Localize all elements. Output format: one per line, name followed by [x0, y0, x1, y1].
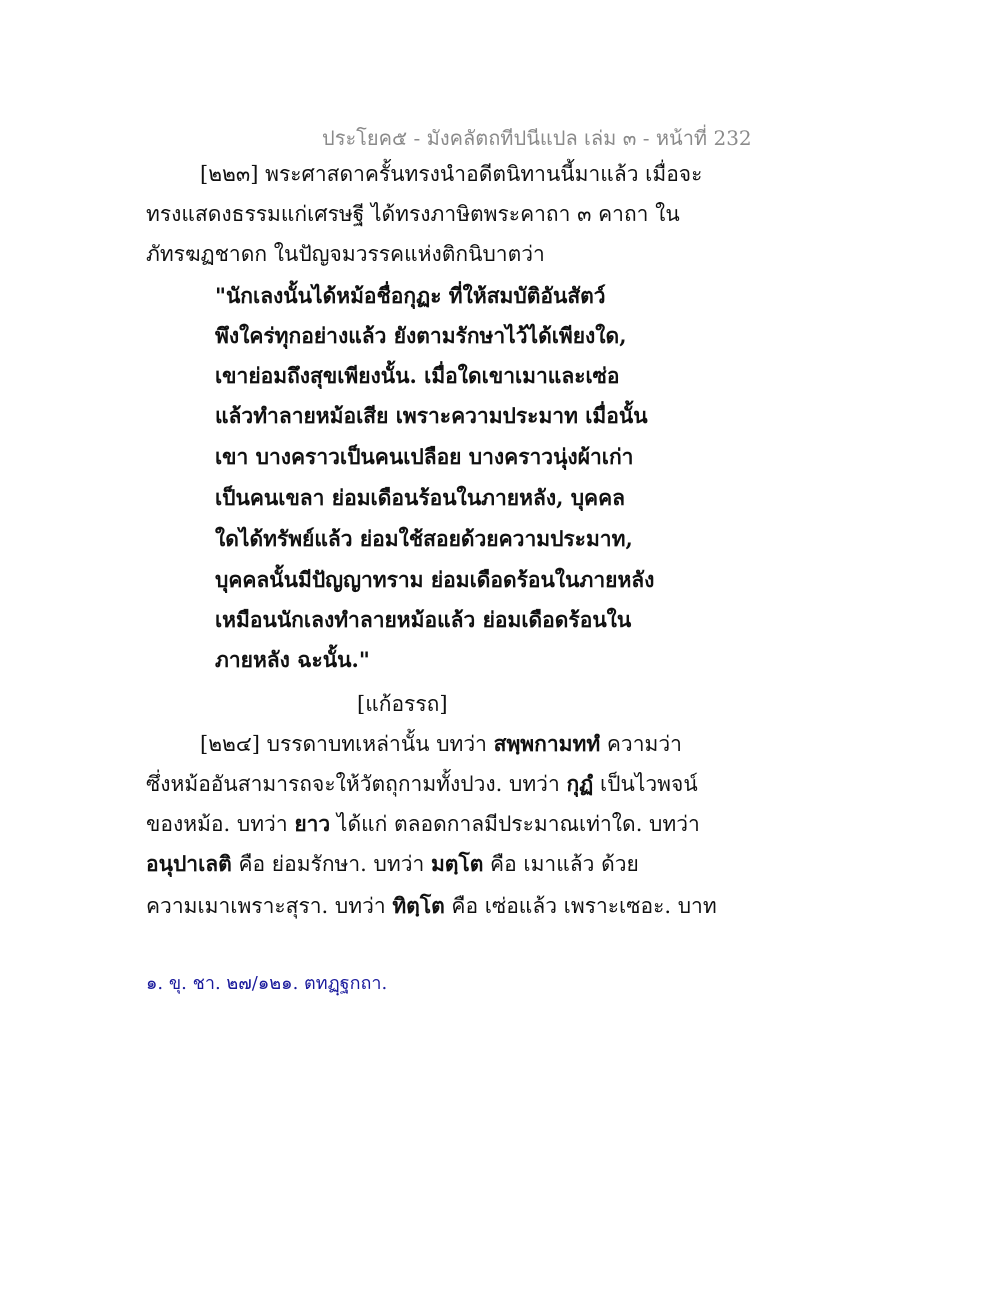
verse-line: แล้วทำลายหม้อเสีย เพราะความประมาท เมื่อนั้น	[215, 403, 648, 428]
verse-line: บุคคลนั้นมีปัญญาทราม ย่อมเดือดร้อนในภายหลัง	[215, 567, 655, 592]
pali-term: มตฺโต	[430, 851, 484, 876]
pali-term: ยาว	[294, 811, 331, 836]
verse-line: เขา บางคราวเป็นคนเปลือย บางคราวนุ่งผ้าเก่า	[215, 444, 634, 469]
text-run: คือ เมาแล้ว ด้วย	[483, 852, 639, 876]
pali-term: อนุปาเลติ	[146, 851, 232, 876]
verse-line: ใดได้ทรัพย์แล้ว ย่อมใช้สอยด้วยความประมาท,	[215, 526, 633, 551]
footnote: ๑. ขุ. ชา. ๒๗/๑๒๑. ตทฏฺฐกถา.	[146, 973, 388, 994]
verse-line: พึงใคร่ทุกอย่างแล้ว ยังตามรักษาไว้ได้เพียงใด,	[215, 323, 627, 348]
para2-line5	[146, 892, 717, 920]
text-run: [๒๒๔] บรรดาบทเหล่านั้น บทว่า	[200, 732, 494, 756]
text-run: ความเมาเพราะสุรา. บทว่า	[146, 894, 393, 918]
text-run: ของหม้อ. บทว่า	[146, 812, 295, 836]
verse-line: เขาย่อมถึงสุขเพียงนั้น. เมื่อใดเขาเมาและเซ่อ	[215, 363, 620, 388]
para2-line1	[200, 730, 682, 758]
para1-line3: ภัทรฆฏชาดก ในปัญจมวรรคแห่งติกนิบาตว่า	[146, 242, 545, 266]
verse-line: เป็นคนเขลา ย่อมเดือนร้อนในภายหลัง, บุคคล	[215, 485, 625, 510]
para2-line3	[146, 810, 700, 838]
para1-line2: ทรงแสดงธรรมแก่เศรษฐี ได้ทรงภาษิตพระคาถา ๓ คาถา ใน	[146, 202, 680, 226]
text-run: ซึ่งหม้ออันสามารถจะให้วัตถุกามทั้งปวง. บทว่า	[146, 772, 567, 796]
verse-line: เหมือนนักเลงทำลายหม้อแล้ว ย่อมเดือดร้อนใน	[215, 607, 632, 632]
text-run: คือ ย่อมรักษา. บทว่า	[231, 852, 431, 876]
text-run: คือ เซ่อแล้ว เพราะเซอะ. บาท	[444, 894, 717, 918]
section-title: [แก้อรรถ]	[357, 692, 448, 716]
pali-term: สพฺพกามททํ	[493, 731, 601, 756]
pali-term: กุฏํ	[566, 771, 594, 796]
running-header: ประโยค๕ - มังคลัตถทีปนีแปล เล่ม ๓ - หน้าที่ 232	[322, 126, 752, 150]
pali-term: ทิตฺโต	[392, 893, 445, 918]
verse-line: ภายหลัง ฉะนั้น."	[215, 647, 370, 672]
para1-line1: [๒๒๓] พระศาสดาครั้นทรงนำอดีตนิทานนี้มาแล้ว เมื่อจะ	[200, 162, 703, 186]
text-run: ความว่า	[600, 732, 682, 756]
para2-line2	[146, 770, 698, 798]
text-run: ได้แก่ ตลอดกาลมีประมาณเท่าใด. บทว่า	[330, 812, 700, 836]
para2-line4	[146, 850, 639, 878]
verse-line: "นักเลงนั้นได้หม้อชื่อกุฏะ ที่ให้สมบัติอันสัตว์	[215, 283, 606, 308]
text-run: เป็นไวพจน์	[593, 772, 698, 796]
